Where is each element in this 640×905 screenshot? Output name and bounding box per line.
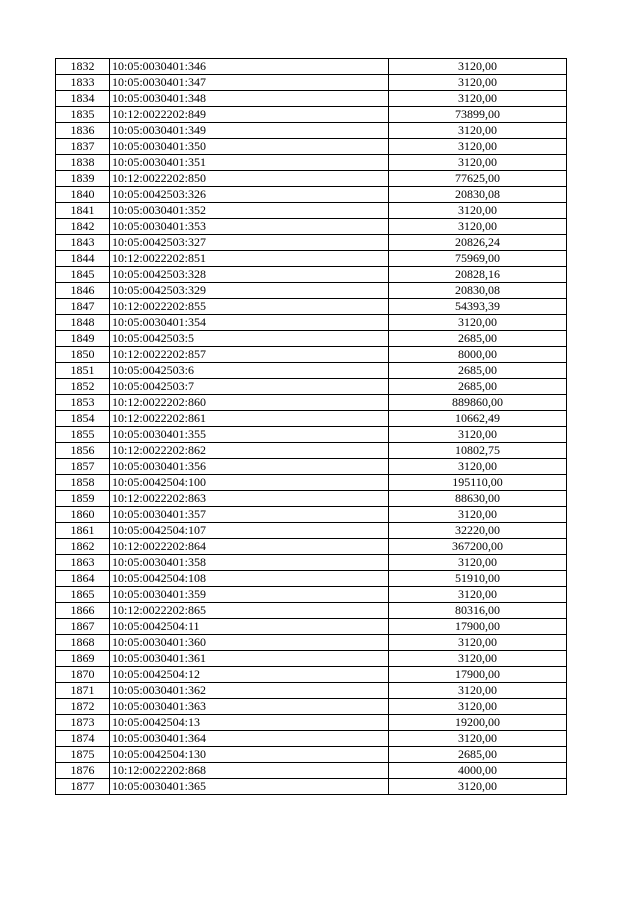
- row-number-cell: 1832: [56, 59, 110, 75]
- value-cell: 367200,00: [389, 539, 567, 555]
- cadastral-number-cell: 10:05:0030401:347: [110, 75, 389, 91]
- row-number-cell: 1841: [56, 203, 110, 219]
- table-row: [56, 555, 567, 571]
- table-row: [56, 763, 567, 779]
- cadastral-number-cell: 10:05:0042504:11: [110, 619, 389, 635]
- row-number-cell: 1852: [56, 379, 110, 395]
- cadastral-number-cell: 10:12:0022202:865: [110, 603, 389, 619]
- cadastral-number-cell: 10:05:0030401:354: [110, 315, 389, 331]
- cadastral-number-cell: 10:05:0042504:107: [110, 523, 389, 539]
- value-cell: 73899,00: [389, 107, 567, 123]
- cadastral-number-cell: 10:05:0042503:329: [110, 283, 389, 299]
- row-number-cell: 1846: [56, 283, 110, 299]
- table-row: [56, 235, 567, 251]
- row-number-cell: 1839: [56, 171, 110, 187]
- value-cell: 54393,39: [389, 299, 567, 315]
- value-cell: 3120,00: [389, 507, 567, 523]
- table-row: [56, 587, 567, 603]
- table-row: [56, 379, 567, 395]
- row-number-cell: 1845: [56, 267, 110, 283]
- table-row: [56, 603, 567, 619]
- table-row: [56, 363, 567, 379]
- cadastral-number-cell: 10:05:0042503:6: [110, 363, 389, 379]
- cadastral-number-cell: 10:12:0022202:849: [110, 107, 389, 123]
- cadastral-number-cell: 10:12:0022202:862: [110, 443, 389, 459]
- cadastral-number-cell: 10:05:0030401:358: [110, 555, 389, 571]
- row-number-cell: 1874: [56, 731, 110, 747]
- table-row: [56, 779, 567, 795]
- table-row: [56, 459, 567, 475]
- row-number-cell: 1849: [56, 331, 110, 347]
- row-number-cell: 1870: [56, 667, 110, 683]
- value-cell: 10802,75: [389, 443, 567, 459]
- table-row: [56, 75, 567, 91]
- cadastral-number-cell: 10:05:0030401:351: [110, 155, 389, 171]
- table-row: [56, 155, 567, 171]
- table-row: [56, 171, 567, 187]
- cadastral-number-cell: 10:05:0042504:130: [110, 747, 389, 763]
- value-cell: 3120,00: [389, 683, 567, 699]
- parcel-table-body: [56, 59, 567, 795]
- row-number-cell: 1866: [56, 603, 110, 619]
- cadastral-number-cell: 10:12:0022202:868: [110, 763, 389, 779]
- value-cell: 20830,08: [389, 283, 567, 299]
- value-cell: 88630,00: [389, 491, 567, 507]
- value-cell: 3120,00: [389, 459, 567, 475]
- cadastral-number-cell: 10:05:0042503:326: [110, 187, 389, 203]
- value-cell: 195110,00: [389, 475, 567, 491]
- value-cell: 3120,00: [389, 731, 567, 747]
- cadastral-number-cell: 10:12:0022202:860: [110, 395, 389, 411]
- row-number-cell: 1864: [56, 571, 110, 587]
- cadastral-number-cell: 10:05:0030401:346: [110, 59, 389, 75]
- value-cell: 17900,00: [389, 667, 567, 683]
- table-row: [56, 123, 567, 139]
- value-cell: 3120,00: [389, 651, 567, 667]
- row-number-cell: 1847: [56, 299, 110, 315]
- value-cell: 51910,00: [389, 571, 567, 587]
- value-cell: 3120,00: [389, 587, 567, 603]
- cadastral-number-cell: 10:05:0030401:360: [110, 635, 389, 651]
- row-number-cell: 1842: [56, 219, 110, 235]
- table-row: [56, 427, 567, 443]
- table-row: [56, 411, 567, 427]
- table-row: [56, 651, 567, 667]
- cadastral-number-cell: 10:05:0030401:350: [110, 139, 389, 155]
- row-number-cell: 1838: [56, 155, 110, 171]
- cadastral-number-cell: 10:12:0022202:861: [110, 411, 389, 427]
- value-cell: 889860,00: [389, 395, 567, 411]
- cadastral-number-cell: 10:05:0030401:364: [110, 731, 389, 747]
- table-row: [56, 475, 567, 491]
- row-number-cell: 1840: [56, 187, 110, 203]
- table-row: [56, 699, 567, 715]
- value-cell: 20828,16: [389, 267, 567, 283]
- value-cell: 2685,00: [389, 331, 567, 347]
- table-row: [56, 267, 567, 283]
- cadastral-number-cell: 10:12:0022202:864: [110, 539, 389, 555]
- cadastral-number-cell: 10:05:0030401:355: [110, 427, 389, 443]
- table-row: [56, 203, 567, 219]
- value-cell: 3120,00: [389, 75, 567, 91]
- cadastral-number-cell: 10:05:0042503:7: [110, 379, 389, 395]
- table-row: [56, 619, 567, 635]
- table-row: [56, 251, 567, 267]
- value-cell: 2685,00: [389, 363, 567, 379]
- row-number-cell: 1876: [56, 763, 110, 779]
- value-cell: 3120,00: [389, 91, 567, 107]
- cadastral-number-cell: 10:05:0042503:5: [110, 331, 389, 347]
- row-number-cell: 1844: [56, 251, 110, 267]
- row-number-cell: 1875: [56, 747, 110, 763]
- value-cell: 3120,00: [389, 555, 567, 571]
- row-number-cell: 1833: [56, 75, 110, 91]
- cadastral-number-cell: 10:12:0022202:863: [110, 491, 389, 507]
- table-row: [56, 91, 567, 107]
- cadastral-number-cell: 10:05:0030401:356: [110, 459, 389, 475]
- value-cell: 10662,49: [389, 411, 567, 427]
- value-cell: 3120,00: [389, 427, 567, 443]
- table-row: [56, 571, 567, 587]
- table-row: [56, 683, 567, 699]
- row-number-cell: 1863: [56, 555, 110, 571]
- value-cell: 4000,00: [389, 763, 567, 779]
- cadastral-number-cell: 10:12:0022202:850: [110, 171, 389, 187]
- value-cell: 3120,00: [389, 139, 567, 155]
- cadastral-number-cell: 10:05:0030401:349: [110, 123, 389, 139]
- value-cell: 75969,00: [389, 251, 567, 267]
- value-cell: 3120,00: [389, 635, 567, 651]
- value-cell: 3120,00: [389, 315, 567, 331]
- table-row: [56, 315, 567, 331]
- table-row: [56, 139, 567, 155]
- value-cell: 17900,00: [389, 619, 567, 635]
- table-row: [56, 635, 567, 651]
- table-row: [56, 715, 567, 731]
- cadastral-number-cell: 10:12:0022202:855: [110, 299, 389, 315]
- table-row: [56, 731, 567, 747]
- value-cell: 3120,00: [389, 219, 567, 235]
- parcel-table: [55, 58, 567, 795]
- cadastral-number-cell: 10:05:0030401:352: [110, 203, 389, 219]
- cadastral-number-cell: 10:05:0030401:362: [110, 683, 389, 699]
- row-number-cell: 1835: [56, 107, 110, 123]
- row-number-cell: 1867: [56, 619, 110, 635]
- row-number-cell: 1869: [56, 651, 110, 667]
- row-number-cell: 1862: [56, 539, 110, 555]
- cadastral-number-cell: 10:05:0030401:359: [110, 587, 389, 603]
- cadastral-number-cell: 10:05:0042504:100: [110, 475, 389, 491]
- cadastral-number-cell: 10:05:0042504:12: [110, 667, 389, 683]
- cadastral-number-cell: 10:12:0022202:851: [110, 251, 389, 267]
- table-row: [56, 395, 567, 411]
- cadastral-number-cell: 10:05:0030401:348: [110, 91, 389, 107]
- cadastral-number-cell: 10:05:0042503:328: [110, 267, 389, 283]
- table-row: [56, 747, 567, 763]
- row-number-cell: 1871: [56, 683, 110, 699]
- cadastral-number-cell: 10:05:0030401:363: [110, 699, 389, 715]
- value-cell: 3120,00: [389, 59, 567, 75]
- row-number-cell: 1836: [56, 123, 110, 139]
- row-number-cell: 1859: [56, 491, 110, 507]
- cadastral-number-cell: 10:05:0042503:327: [110, 235, 389, 251]
- row-number-cell: 1860: [56, 507, 110, 523]
- row-number-cell: 1837: [56, 139, 110, 155]
- table-row: [56, 539, 567, 555]
- cadastral-number-cell: 10:05:0042504:108: [110, 571, 389, 587]
- row-number-cell: 1834: [56, 91, 110, 107]
- table-row: [56, 59, 567, 75]
- value-cell: 20826,24: [389, 235, 567, 251]
- table-row: [56, 219, 567, 235]
- row-number-cell: 1851: [56, 363, 110, 379]
- value-cell: 20830,08: [389, 187, 567, 203]
- cadastral-number-cell: 10:05:0042504:13: [110, 715, 389, 731]
- value-cell: 3120,00: [389, 123, 567, 139]
- table-row: [56, 523, 567, 539]
- row-number-cell: 1868: [56, 635, 110, 651]
- table-row: [56, 299, 567, 315]
- table-row: [56, 107, 567, 123]
- value-cell: 3120,00: [389, 699, 567, 715]
- table-row: [56, 283, 567, 299]
- table-row: [56, 491, 567, 507]
- row-number-cell: 1856: [56, 443, 110, 459]
- value-cell: 3120,00: [389, 155, 567, 171]
- row-number-cell: 1858: [56, 475, 110, 491]
- value-cell: 80316,00: [389, 603, 567, 619]
- table-row: [56, 667, 567, 683]
- value-cell: 2685,00: [389, 379, 567, 395]
- row-number-cell: 1861: [56, 523, 110, 539]
- value-cell: 8000,00: [389, 347, 567, 363]
- row-number-cell: 1872: [56, 699, 110, 715]
- row-number-cell: 1877: [56, 779, 110, 795]
- cadastral-number-cell: 10:05:0030401:361: [110, 651, 389, 667]
- table-row: [56, 443, 567, 459]
- value-cell: 2685,00: [389, 747, 567, 763]
- value-cell: 77625,00: [389, 171, 567, 187]
- value-cell: 3120,00: [389, 203, 567, 219]
- row-number-cell: 1850: [56, 347, 110, 363]
- cadastral-number-cell: 10:05:0030401:365: [110, 779, 389, 795]
- row-number-cell: 1853: [56, 395, 110, 411]
- row-number-cell: 1843: [56, 235, 110, 251]
- table-row: [56, 347, 567, 363]
- table-row: [56, 507, 567, 523]
- cadastral-number-cell: 10:12:0022202:857: [110, 347, 389, 363]
- value-cell: 3120,00: [389, 779, 567, 795]
- table-row: [56, 331, 567, 347]
- row-number-cell: 1848: [56, 315, 110, 331]
- row-number-cell: 1857: [56, 459, 110, 475]
- row-number-cell: 1865: [56, 587, 110, 603]
- row-number-cell: 1854: [56, 411, 110, 427]
- value-cell: 32220,00: [389, 523, 567, 539]
- value-cell: 19200,00: [389, 715, 567, 731]
- table-row: [56, 187, 567, 203]
- row-number-cell: 1855: [56, 427, 110, 443]
- row-number-cell: 1873: [56, 715, 110, 731]
- cadastral-number-cell: 10:05:0030401:353: [110, 219, 389, 235]
- cadastral-number-cell: 10:05:0030401:357: [110, 507, 389, 523]
